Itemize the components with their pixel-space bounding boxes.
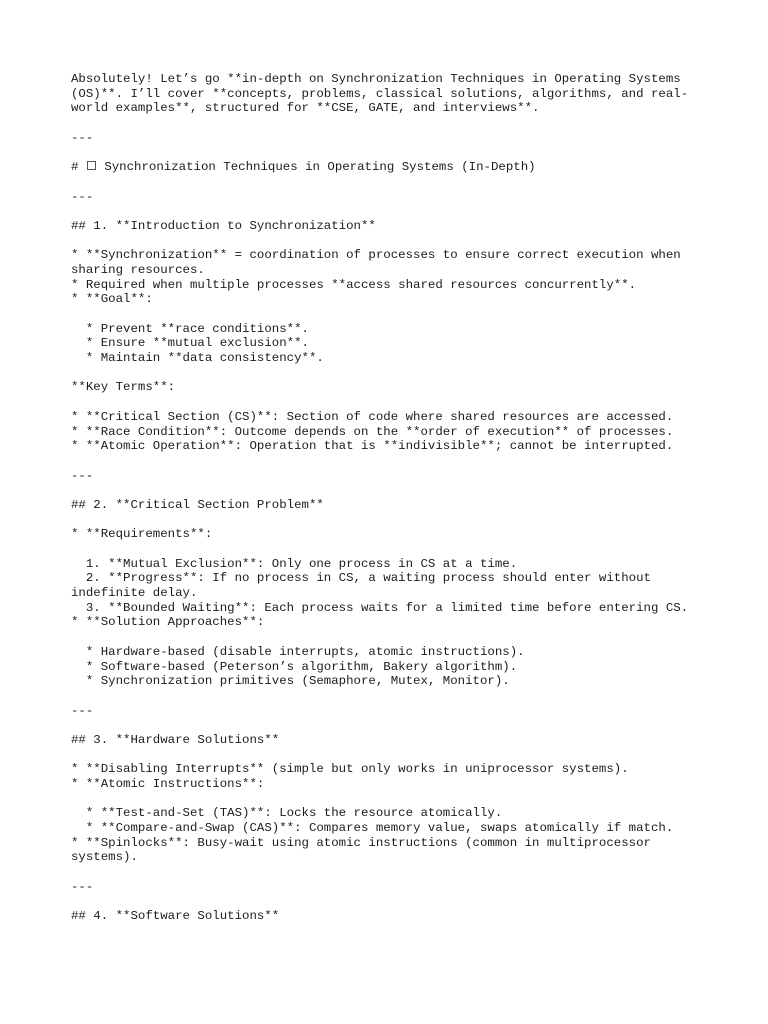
list-item: * Maintain **data consistency**. [71, 351, 324, 366]
separator: --- [71, 468, 94, 483]
title-text: Synchronization Techniques in Operating Systems (In-Depth) [104, 160, 536, 175]
list-item: sharing resources. [71, 262, 205, 277]
list-item: * **Synchronization** = coordination of processes to ensure correct execution when [71, 248, 681, 263]
list-item: * **Disabling Interrupts** (simple but only works in uniprocessor systems). [71, 762, 629, 777]
separator: --- [71, 879, 94, 894]
intro-line: (OS)**. I’ll cover **concepts, problems, classical solutions, algorithms, and real- [71, 86, 689, 101]
list-item: * **Test-and-Set (TAS)**: Locks the resource atomically. [71, 806, 503, 821]
list-item: systems). [71, 850, 138, 865]
list-item: * Required when multiple processes **access shared resources concurrently**. [71, 277, 637, 292]
list-item: * **Spinlocks**: Busy-wait using atomic instructions (common in multiprocessor [71, 835, 651, 850]
list-item: * **Compare-and-Swap (CAS)**: Compares memory value, swaps atomically if match. [71, 821, 674, 836]
box-icon [87, 161, 96, 170]
list-item: 1. **Mutual Exclusion**: Only one process in CS at a time. [71, 556, 518, 571]
intro-line: Absolutely! Let’s go **in-depth on Synchronization Techniques in Operating Systems [71, 72, 681, 86]
section-heading: ## 4. **Software Solutions** [71, 909, 280, 924]
list-item: * Software-based (Peterson’s algorithm, Bakery algorithm). [71, 659, 518, 674]
document-title [71, 160, 711, 175]
key-terms-label: **Key Terms**: [71, 380, 176, 395]
section-heading: ## 2. **Critical Section Problem** [71, 497, 324, 512]
section-heading: ## 3. **Hardware Solutions** [71, 732, 280, 747]
list-item: * **Atomic Operation**: Operation that is **indivisible**; cannot be interrupted. [71, 439, 674, 454]
list-item: * **Solution Approaches**: [71, 615, 265, 630]
separator: --- [71, 703, 94, 718]
list-item: * Synchronization primitives (Semaphore, Mutex, Monitor). [71, 674, 510, 689]
list-item: 3. **Bounded Waiting**: Each process waits for a limited time before entering CS. [71, 600, 689, 615]
list-item: * **Goal**: [71, 292, 153, 307]
list-item: * **Atomic Instructions**: [71, 777, 265, 791]
intro-line: world examples**, structured for **CSE, GATE, and interviews**. [71, 101, 540, 116]
title-prefix: # [71, 160, 79, 175]
list-item: indefinite delay. [71, 586, 198, 601]
requirements-label: * **Requirements**: [71, 527, 213, 542]
separator: --- [71, 130, 94, 145]
document-page [71, 72, 711, 924]
list-item: * **Critical Section (CS)**: Section of code where shared resources are accessed. [71, 409, 674, 424]
list-item: * Ensure **mutual exclusion**. [71, 336, 309, 351]
list-item: * Prevent **race conditions**. [71, 321, 309, 336]
list-item: * Hardware-based (disable interrupts, atomic instructions). [71, 644, 525, 659]
list-item: 2. **Progress**: If no process in CS, a waiting process should enter without [71, 571, 651, 586]
list-item: * **Race Condition**: Outcome depends on the **order of execution** of processes. [71, 424, 674, 439]
separator: --- [71, 189, 94, 204]
section-heading: ## 1. **Introduction to Synchronization** [71, 218, 376, 233]
